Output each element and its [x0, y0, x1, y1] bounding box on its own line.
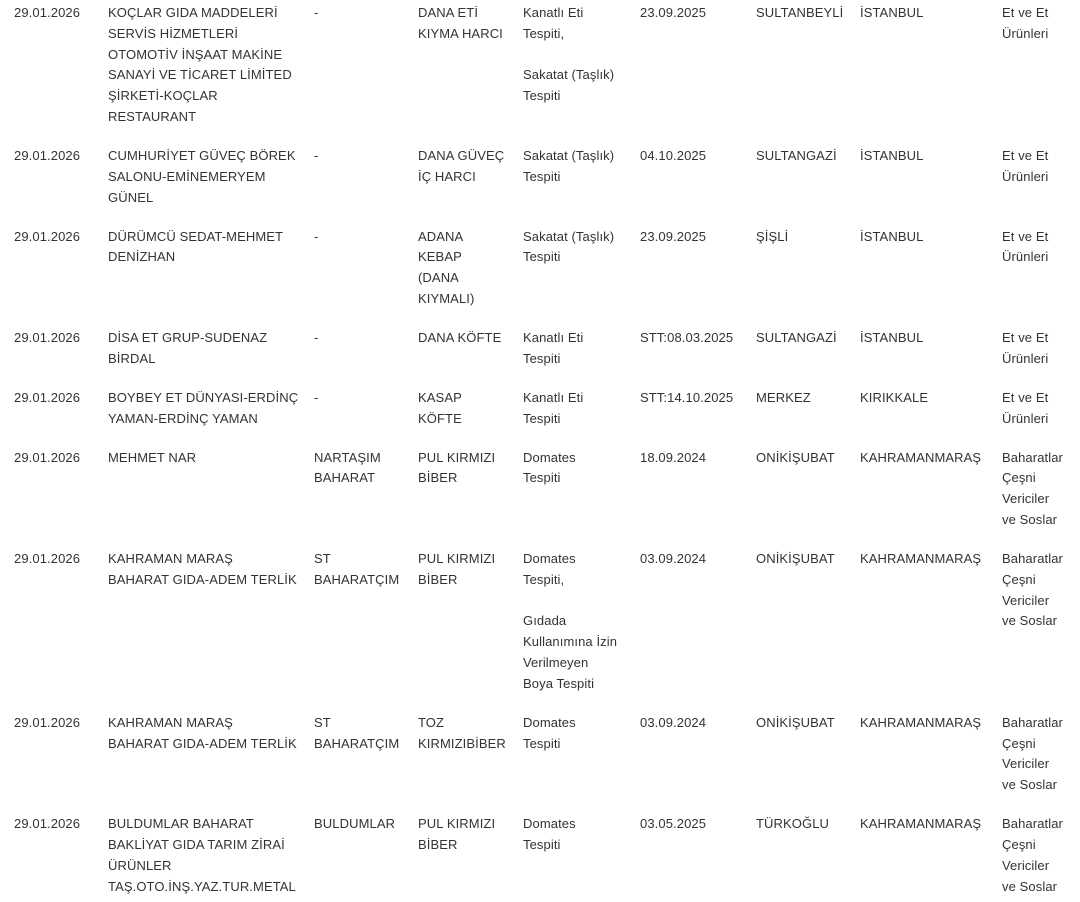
cell-text: 04.10.2025 [640, 148, 707, 163]
cell-text: BAHARATÇIM [314, 571, 400, 587]
cell-text: BOYBEY ET DÜNYASI-ERDİNÇ [108, 389, 299, 405]
cell-text: İÇ HARCI [418, 168, 476, 184]
cell-text: Kanatlı Eti [523, 389, 584, 405]
cell-text: KIYMALI) [418, 290, 475, 306]
cell-text: CUMHURİYET GÜVEÇ BÖREK [108, 148, 296, 163]
cell-text: Vericiler [1002, 857, 1050, 873]
cell-text: ve Soslar [1002, 878, 1058, 894]
cell-text: Domates [523, 714, 576, 730]
cell-text: Çeşni [1002, 735, 1036, 751]
cell-text: - [314, 389, 319, 405]
cell-text: KAHRAMAN MARAŞ [108, 714, 233, 730]
cell-text: Tespiti [523, 168, 561, 184]
district-cell [756, 3, 856, 24]
firm-name-cell [108, 146, 308, 208]
cell-text: Domates [523, 816, 576, 832]
cell-text: Domates [523, 551, 576, 566]
firm-name-cell [108, 227, 308, 269]
violation-cell [523, 814, 635, 856]
district-cell [756, 814, 856, 835]
cell-text: KASAP [418, 389, 462, 405]
date-cell [14, 328, 104, 349]
province-cell [860, 549, 1000, 570]
cell-text: Et ve Et [1002, 148, 1049, 163]
product-group-cell [1002, 549, 1080, 632]
product-name-cell [418, 328, 520, 349]
cell-text: ONİKİŞUBAT [756, 449, 835, 465]
cell-text: Çeşni [1002, 470, 1036, 486]
cell-text: 18.09.2024 [640, 449, 707, 465]
cell-text: PUL KIRMIZI [418, 816, 496, 832]
product-group-cell [1002, 448, 1080, 531]
violation-cell [523, 227, 635, 269]
cell-text: 23.09.2025 [640, 228, 707, 244]
cell-text: SANAYİ VE TİCARET LİMİTED [108, 67, 292, 83]
province-cell [860, 3, 1000, 24]
batch-date-cell [640, 448, 752, 469]
cell-text: BİBER [418, 836, 458, 852]
district-cell [756, 328, 856, 349]
batch-date-cell [640, 388, 752, 409]
cell-text: Ürünleri [1002, 25, 1049, 41]
violation-cell [523, 713, 635, 755]
cell-text: KIYMA HARCI [418, 25, 503, 41]
violation-cell [523, 549, 635, 695]
violation-cell [523, 328, 635, 370]
cell-text: Tespiti [523, 249, 561, 265]
violation-cell [523, 388, 635, 430]
province-cell [860, 713, 1000, 734]
cell-text: 29.01.2026 [14, 5, 81, 20]
date-cell [14, 713, 104, 734]
product-name-cell [418, 814, 520, 856]
cell-text: 03.05.2025 [640, 816, 707, 832]
cell-text: DANA ETİ [418, 5, 479, 20]
cell-text: BAKLİYAT GIDA TARIM ZİRAİ [108, 836, 285, 852]
firm-name-cell [108, 388, 308, 430]
brand-cell [314, 549, 414, 591]
province-cell [860, 448, 1000, 469]
cell-text: Ürünleri [1002, 410, 1049, 426]
cell-text: ŞİŞLİ [756, 228, 789, 244]
batch-date-cell [640, 549, 752, 570]
product-name-cell [418, 448, 520, 490]
cell-text: 29.01.2026 [14, 714, 81, 730]
cell-text: DANA GÜVEÇ [418, 148, 505, 163]
cell-text: KAHRAMANMARAŞ [860, 449, 982, 465]
cell-text: BİBER [418, 571, 458, 587]
cell-text: Baharatlar [1002, 816, 1063, 832]
district-cell [756, 388, 856, 409]
cell-text: KAHRAMANMARAŞ [860, 714, 982, 730]
cell-text: 03.09.2024 [640, 714, 707, 730]
cell-text: BULDUMLAR [314, 816, 396, 832]
province-cell [860, 146, 1000, 167]
batch-date-cell [640, 146, 752, 167]
cell-text: Et ve Et [1002, 5, 1049, 20]
cell-text: GÜNEL [108, 189, 154, 205]
cell-text: Domates [523, 449, 576, 465]
firm-name-cell [108, 3, 308, 128]
province-cell [860, 328, 1000, 349]
cell-text: STT:14.10.2025 [640, 389, 734, 405]
cell-text: İSTANBUL [860, 5, 924, 20]
cell-text: KOÇLAR GIDA MADDELERİ [108, 5, 278, 20]
cell-text: Baharatlar [1002, 551, 1063, 566]
cell-text: 29.01.2026 [14, 228, 81, 244]
cell-text: 29.01.2026 [14, 148, 81, 163]
cell-text: BİBER [418, 470, 458, 486]
cell-text: SALONU-EMİNEMERYEM [108, 168, 266, 184]
cell-text: Baharatlar [1002, 714, 1063, 730]
cell-text: STT:08.03.2025 [640, 330, 734, 345]
firm-name-cell [108, 814, 308, 897]
firm-name-cell [108, 328, 308, 370]
product-name-cell [418, 388, 520, 430]
date-cell [14, 814, 104, 835]
cell-text: TOZ [418, 714, 445, 730]
cell-text: Tespiti [523, 350, 561, 366]
cell-text: MEHMET NAR [108, 449, 197, 465]
cell-text: Çeşni [1002, 836, 1036, 852]
cell-text: Tespiti [523, 470, 561, 486]
cell-text: - [314, 148, 319, 163]
cell-text: BİRDAL [108, 350, 156, 366]
batch-date-cell [640, 227, 752, 248]
product-group-cell [1002, 227, 1080, 269]
province-cell [860, 814, 1000, 835]
cell-text: SERVİS HİZMETLERİ [108, 25, 239, 41]
cell-text: 29.01.2026 [14, 449, 81, 465]
cell-text: Kullanımına İzin [523, 634, 618, 650]
cell-text: Sakatat (Taşlık) [523, 67, 615, 83]
cell-text: ADANA [418, 228, 464, 244]
cell-text: 29.01.2026 [14, 389, 81, 405]
date-cell [14, 227, 104, 248]
cell-text: MERKEZ [756, 389, 811, 405]
brand-cell [314, 227, 414, 248]
cell-text: İSTANBUL [860, 228, 924, 244]
cell-text: İSTANBUL [860, 148, 924, 163]
cell-text: TÜRKOĞLU [756, 816, 830, 832]
district-cell [756, 448, 856, 469]
cell-text: BAHARAT GIDA-ADEM TERLİK [108, 571, 297, 587]
cell-text: Ürünleri [1002, 350, 1049, 366]
date-cell [14, 3, 104, 24]
cell-text: KEBAP [418, 249, 462, 265]
violation-cell [523, 3, 635, 107]
cell-text: Vericiler [1002, 756, 1050, 772]
cell-text: Vericiler [1002, 592, 1050, 608]
cell-text: KAHRAMAN MARAŞ [108, 551, 233, 566]
brand-cell [314, 814, 414, 835]
cell-text: Tespiti [523, 836, 561, 852]
cell-text: Verilmeyen [523, 654, 589, 670]
product-group-cell [1002, 713, 1080, 796]
cell-text: KIRIKKALE [860, 389, 929, 405]
cell-text: KÖFTE [418, 410, 462, 426]
cell-text: BULDUMLAR BAHARAT [108, 816, 254, 832]
cell-text: DANA KÖFTE [418, 330, 502, 345]
cell-text: DÜRÜMCÜ SEDAT-MEHMET [108, 228, 284, 244]
violation-cell [523, 146, 635, 188]
cell-text: BAHARATÇIM [314, 735, 400, 751]
date-cell [14, 549, 104, 570]
cell-text: Tespiti [523, 410, 561, 426]
cell-text: SULTANGAZİ [756, 148, 837, 163]
cell-text: İSTANBUL [860, 330, 924, 345]
cell-text: OTOMOTİV İNŞAAT MAKİNE [108, 46, 283, 62]
cell-text: Et ve Et [1002, 330, 1049, 345]
cell-text: Tespiti, [523, 571, 565, 587]
cell-text: DENİZHAN [108, 249, 176, 265]
cell-text: DİSA ET GRUP-SUDENAZ [108, 330, 268, 345]
district-cell [756, 227, 856, 248]
district-cell [756, 549, 856, 570]
brand-cell [314, 388, 414, 409]
cell-text: Tespiti [523, 735, 561, 751]
cell-text: - [314, 228, 319, 244]
cell-text: KAHRAMANMARAŞ [860, 551, 982, 566]
cell-text: ONİKİŞUBAT [756, 551, 835, 566]
cell-text: 29.01.2026 [14, 551, 81, 566]
product-group-cell [1002, 3, 1080, 45]
cell-text: KAHRAMANMARAŞ [860, 816, 982, 832]
batch-date-cell [640, 3, 752, 24]
cell-text: TAŞ.OTO.İNŞ.YAZ.TUR.METAL [108, 878, 296, 894]
cell-text: Tespiti [523, 88, 561, 104]
cell-text: (DANA [418, 270, 459, 286]
cell-text: - [314, 330, 319, 345]
cell-text: ST [314, 714, 331, 730]
date-cell [14, 388, 104, 409]
province-cell [860, 227, 1000, 248]
brand-cell [314, 713, 414, 755]
cell-text: YAMAN-ERDİNÇ YAMAN [108, 410, 258, 426]
province-cell [860, 388, 1000, 409]
product-group-cell [1002, 328, 1080, 370]
cell-text: ST [314, 551, 331, 566]
batch-date-cell [640, 713, 752, 734]
brand-cell [314, 3, 414, 24]
cell-text: KIRMIZIBİBER [418, 735, 506, 751]
cell-text: Vericiler [1002, 491, 1050, 507]
violation-cell [523, 448, 635, 490]
cell-text: PUL KIRMIZI [418, 449, 496, 465]
product-name-cell [418, 146, 520, 188]
cell-text: Ürünleri [1002, 168, 1049, 184]
cell-text: 23.09.2025 [640, 5, 707, 20]
cell-text: 29.01.2026 [14, 330, 81, 345]
cell-text: Çeşni [1002, 571, 1036, 587]
cell-text: Boya Tespiti [523, 675, 595, 691]
firm-name-cell [108, 549, 308, 591]
cell-text: Gıdada [523, 613, 567, 629]
product-name-cell [418, 227, 520, 310]
cell-text: ve Soslar [1002, 511, 1058, 527]
district-cell [756, 146, 856, 167]
cell-text: PUL KIRMIZI [418, 551, 496, 566]
cell-text: SULTANBEYLİ [756, 5, 844, 20]
cell-text: RESTAURANT [108, 108, 197, 124]
product-group-cell [1002, 146, 1080, 188]
cell-text: ŞİRKETİ-KOÇLAR [108, 88, 218, 104]
cell-text: BAHARAT [314, 470, 376, 486]
brand-cell [314, 328, 414, 349]
cell-text: Sakatat (Taşlık) [523, 148, 615, 163]
brand-cell [314, 448, 414, 490]
brand-cell [314, 146, 414, 167]
district-cell [756, 713, 856, 734]
firm-name-cell [108, 713, 308, 755]
cell-text: ve Soslar [1002, 777, 1058, 793]
batch-date-cell [640, 328, 752, 349]
product-name-cell [418, 713, 520, 755]
cell-text: ONİKİŞUBAT [756, 714, 835, 730]
batch-date-cell [640, 814, 752, 835]
cell-text: 29.01.2026 [14, 816, 81, 832]
cell-text: Et ve Et [1002, 389, 1049, 405]
product-name-cell [418, 3, 520, 45]
cell-text: Tespiti, [523, 25, 565, 41]
cell-text: Kanatlı Eti [523, 5, 584, 20]
cell-text: BAHARAT GIDA-ADEM TERLİK [108, 735, 297, 751]
cell-text: Sakatat (Taşlık) [523, 228, 615, 244]
cell-text: ÜRÜNLER [108, 857, 172, 873]
product-group-cell [1002, 814, 1080, 897]
date-cell [14, 448, 104, 469]
cell-text: SULTANGAZİ [756, 330, 837, 345]
firm-name-cell [108, 448, 308, 469]
cell-text: 03.09.2024 [640, 551, 707, 566]
product-name-cell [418, 549, 520, 591]
cell-text: Kanatlı Eti [523, 330, 584, 345]
cell-text: Ürünleri [1002, 249, 1049, 265]
cell-text: ve Soslar [1002, 613, 1058, 629]
cell-text: Baharatlar [1002, 449, 1063, 465]
cell-text: NARTAŞIM [314, 449, 381, 465]
date-cell [14, 146, 104, 167]
cell-text: - [314, 5, 319, 20]
cell-text: Et ve Et [1002, 228, 1049, 244]
product-group-cell [1002, 388, 1080, 430]
